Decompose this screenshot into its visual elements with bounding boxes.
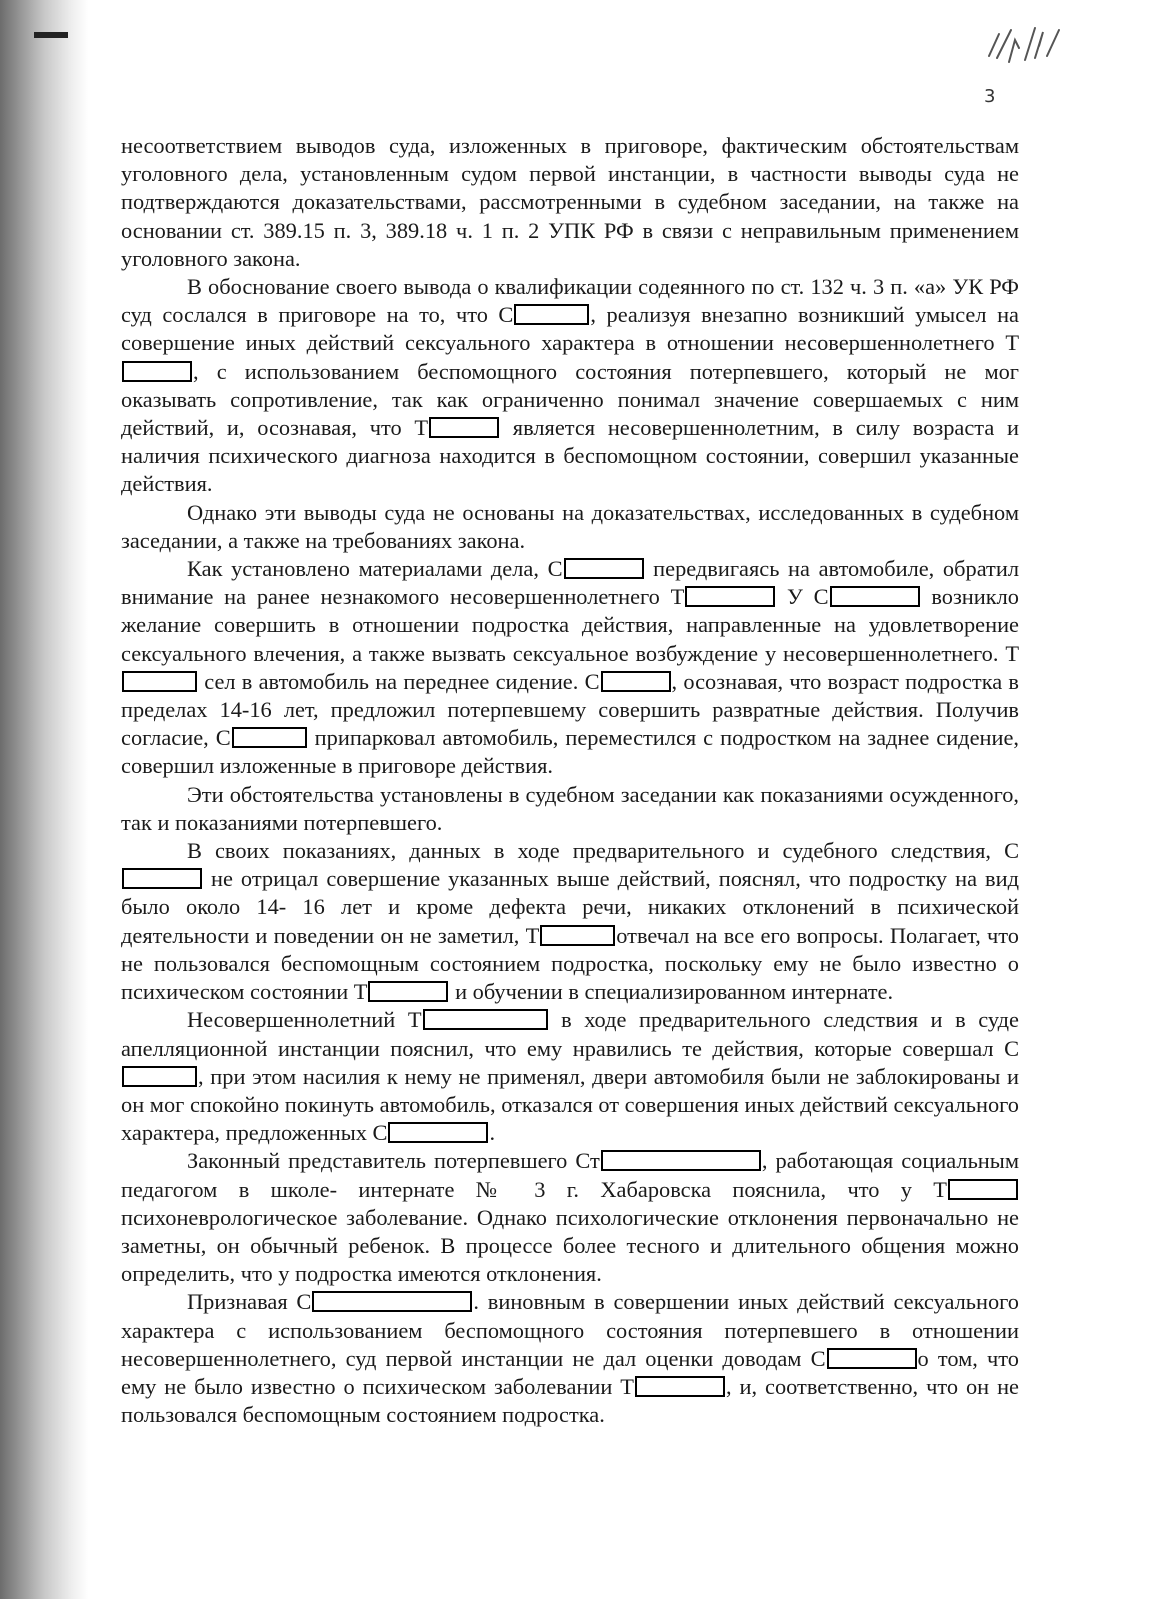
paragraph-3: Однако эти выводы суда не основаны на доказательствах, исследованных в судебном заседании, а также на требованиях закона. <box>121 499 1019 553</box>
text-segment: , работающая социальным педагогом в школе- интернате № 3 г. Хабаровска пояснила, что у Т <box>121 1148 1020 1202</box>
redaction-box <box>601 671 671 692</box>
redaction-box <box>601 1150 761 1171</box>
text-segment: Несовершеннолетний Т <box>187 1007 422 1033</box>
text-segment: , реализуя внезапно возникший умысел на совершение иных действий сексуального характера в отношении несовершеннолетнего Т <box>121 302 1019 356</box>
redaction-box <box>312 1291 472 1312</box>
redaction-box <box>514 304 589 325</box>
text-segment: , осознавая, что возраст подростка в пределах 14-16 лет, предложил потерпевшему совершить развратные действия. Получив согласие, С <box>121 668 1019 751</box>
redaction-box <box>827 1348 917 1369</box>
text-segment: передвигаясь на автомобиле, обратил внимание на ранее незнакомого несовершеннолетнего Т <box>121 556 1019 610</box>
text-segment: психоневрологическое заболевание. Однако психологические отклонения первоначально не заметны, он обычный ребенок. В процессе более тесного и длительного общения можно определить, что у подростка имеются отклонения. <box>121 1204 1019 1287</box>
redaction-box <box>388 1122 488 1143</box>
text-segment: является несовершеннолетним, в силу возраста и наличия психического диагноза находится в беспомощном состоянии, совершил указанные действия. <box>121 415 1019 497</box>
text-segment: возникло желание совершить в отношении подростка действия, направленные на удовлетворение сексуального влечения, а также вызвать сексуальное возбуждение у несовершеннолетнего. Т <box>121 584 1020 666</box>
redaction-box <box>122 1066 197 1087</box>
paragraph-9 <box>121 1288 1019 1429</box>
redaction-box <box>830 586 920 607</box>
paragraph-2 <box>121 273 1019 499</box>
text-segment: , с использованием беспомощного состояния потерпевшего, который не мог оказывать сопротивление, так как ограниченно понимал значение совершаемых с ним действий, и, осознавая, что Т <box>121 358 1019 441</box>
paragraph-4 <box>121 555 1019 781</box>
text-segment: Законный представитель потерпевшего Ст <box>187 1148 600 1174</box>
redaction-box <box>122 671 197 692</box>
text-segment: и обучении в специализированном интернате. <box>449 979 894 1005</box>
text-segment: , и, соответственно, что он не пользовался беспомощным состоянием подростка. <box>121 1373 1019 1428</box>
redaction-box <box>232 727 307 748</box>
redaction-box <box>122 361 192 382</box>
text-segment: У С <box>776 584 829 610</box>
paragraph-8 <box>121 1147 1019 1288</box>
text-segment: , при этом насилия к нему не применял, двери автомобиля были не заблокированы и он мог спокойно покинуть автомобиль, отказался от совершения иных действий сексуального характера, предложенных С <box>121 1063 1019 1146</box>
redaction-box <box>429 417 499 438</box>
redaction-box <box>635 1376 725 1397</box>
page-number: 3 <box>984 86 996 107</box>
text-segment: сел в автомобиль на переднее сидение. С <box>198 668 600 694</box>
redaction-box <box>423 1009 548 1030</box>
paragraph-5: Эти обстоятельства установлены в судебном заседании как показаниями осужденного, так и показаниями потерпевшего. <box>121 781 1019 835</box>
redaction-box <box>948 1179 1018 1200</box>
text-segment: В обоснование своего вывода о квалификации содеянного по ст. 132 ч. 3 п. «а» УК РФ суд сослался в приговоре на то, что С <box>121 274 1019 328</box>
text-segment: В своих показаниях, данных в ходе предварительного и судебного следствия, С <box>187 838 1019 864</box>
paragraph-7 <box>121 1006 1019 1147</box>
scan-edge-mark <box>34 32 68 38</box>
text-segment: в ходе предварительного следствия и в суде апелляционной инстанции пояснил, что ему нравились те действия, которые совершал С <box>121 1007 1019 1061</box>
redaction-box <box>564 558 644 579</box>
text-segment: не отрицал совершение указанных выше действий, пояснял, что подростку на вид было около 14- 16 лет и кроме дефекта речи, никаких отклонений в психической деятельности и поведении он не заметил, Т <box>121 866 1019 948</box>
text-segment: отвечал на все его вопросы. Полагает, что не пользовался беспомощным состоянием подростка, поскольку ему не было известно о психическом состоянии Т <box>121 922 1019 1005</box>
text-segment: Как установлено материалами дела, С <box>187 556 563 582</box>
redaction-box <box>122 868 202 889</box>
scan-edge-shadow <box>0 0 88 1599</box>
text-segment: . <box>489 1120 496 1146</box>
text-segment: припарковал автомобиль, переместился с подростком на заднее сидение, совершил изложенные в приговоре действия. <box>121 725 1020 779</box>
handwritten-page-mark <box>985 22 1065 72</box>
redaction-box <box>685 586 775 607</box>
text-segment: Признавая С <box>187 1289 312 1315</box>
text-segment: о том, что ему не было известно о психическом заболевании Т <box>121 1345 1019 1399</box>
text-segment: . виновным в совершении иных действий сексуального характера с использованием беспомощного состояния потерпевшего в отношении несовершеннолетнего, суд первой инстанции не дал оценки доводам С <box>121 1289 1019 1371</box>
redaction-box <box>368 981 448 1002</box>
paragraph-1: несоответствием выводов суда, изложенных в приговоре, фактическим обстоятельствам уголовного дела, установленным судом первой инстанции, в частности выводы суда не подтверждаются доказательствами, рассмотренными в судебном заседании, на также на основании ст. 389.15 п. 3, 389.18 ч. 1 п. 2 УПК РФ в связи с неправильным применением уголовного закона. <box>121 133 1019 271</box>
paragraph-6 <box>121 837 1019 1006</box>
document-body <box>121 132 1019 1429</box>
redaction-box <box>540 925 615 946</box>
